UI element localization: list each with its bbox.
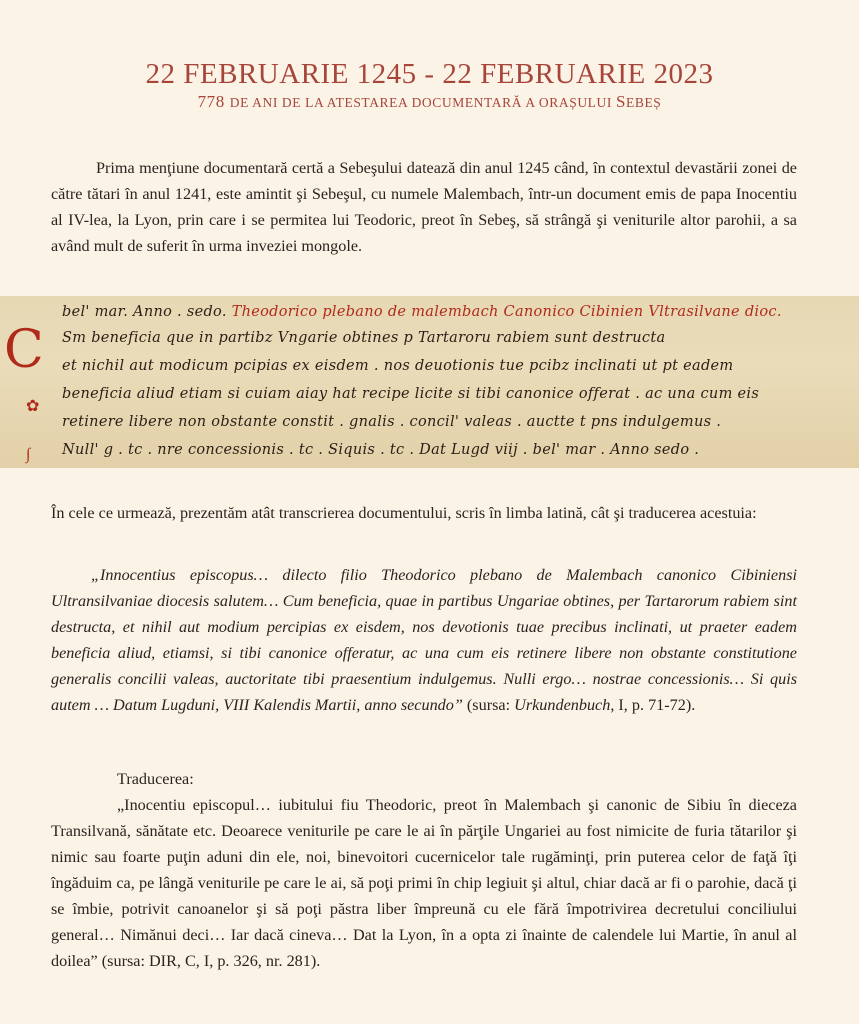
translation-text: „Inocentiu episcopul… iubitului fiu Theodoric, preot în Malembach şi canonic de Sibiu în dieceza Transilvană, sănătate etc. Deoarece veniturile pe care le ai în părţile Ungariei au fost nimicite de furia tătarilor şi nimic sau foarte puţin aduni din ele, noi, binevoitori cucernicelor tale rugăminţi, prin puterea celor de faţă îţi îngăduim ca, pe lângă veniturile pe care le ai, să poţi primi în chip legiuit şi altul, chiar dacă ar fi o parohie, dacă ţi se îmbie, potrivit canoanelor şi să poţi păstra liber împreună cu ele fără împotrivirea decretului conciliului general… Nimănui deci… Iar dacă cineva… Dat la Lyon, în a opta zi înainte de calendele lui Martie, în anul al doilea” (sursa: DIR, C, I, p. 326, nr. 281). — [51, 796, 797, 970]
subtitle-caps: DE ANI DE LA ATESTAREA DOCUMENTARĂ A ORAȘULUI — [229, 95, 616, 110]
translation-label: Traducerea: — [117, 770, 194, 788]
manuscript-line: Null' g . tc . nre concessionis . tc . Siquis . tc . Dat Lugd viij . bel' mar . Anno sedo . — [62, 442, 700, 458]
manuscript-line: beneficia aliud etiam si cuiam aiay hat recipe licite si tibi canonice offerat . ac una cum eis — [62, 386, 760, 402]
manuscript-ornament-icon: ∫ — [26, 446, 31, 463]
latin-transcription — [51, 562, 797, 718]
subtitle-prefix: 778 — [197, 92, 230, 111]
transcription-intro: În cele ce urmează, prezentăm atât transcrierea documentului, scris în limba latină, cât şi traducerea acestuia: — [51, 504, 757, 522]
latin-source-suffix: , I, p. 71-72). — [610, 696, 696, 714]
subtitle-rest: EBEȘ — [626, 95, 662, 110]
manuscript-line: retinere libere non obstante constit . gnalis . concil' valeas . auctte t pns indulgemus . — [62, 414, 722, 430]
manuscript-line: et nichil aut modicum pcipias ex eisdem . nos deuotionis tue pcibz inclinati ut pt eadem — [62, 358, 734, 374]
latin-text: „Innocentius episcopus… dilecto filio Theodorico plebano de Malembach canonico Cibiniensi Ultransilvaniae diocesis salutem… Cum beneficia, quae in partibus Ungariae obtines, per Tartarorum rabiem sint destructa, et nihil aut modium percipias ex eisdem, nos devotionis tuae precibus inclinati, ut praeter eadem beneficia aliud, etiamsi, si tibi canonice offeratur, ac una cum eis retinere libere non obstante constitutione generalis concilii valeas, auctoritate tibi praesentium indulgemus. Nulli ergo… nostrae concessionis… Si quis autem … Datum Lugduni, VIII Kalendis Martii, anno secundo” — [51, 566, 797, 714]
latin-source-title: Urkundenbuch — [514, 696, 611, 714]
manuscript-image — [0, 296, 859, 468]
manuscript-ornament-icon: ✿ — [26, 398, 40, 415]
manuscript-line: bel' mar. Anno . sedo. Theodorico plebano de malembach Canonico Cibinien Vltrasilvane dioc. — [62, 304, 782, 320]
manuscript-line: Sm beneficia que in partibz Vngarie obtines p Tartaroru rabiem sunt destructa — [62, 330, 666, 346]
subtitle-initial: S — [615, 92, 626, 111]
manuscript-initial: C — [4, 320, 44, 380]
page-title: 22 FEBRUARIE 1245 - 22 FEBRUARIE 2023 — [145, 58, 714, 90]
latin-source-prefix: (sursa: — [462, 696, 515, 714]
intro-paragraph: Prima menţiune documentară certă a Sebeşului datează din anul 1245 când, în contextul devastării zonei de către tătari în anul 1241, este amintit şi Sebeşul, cu numele Malembach, într-un document emis de papa Inocentiu al IV-lea, la Lyon, prin care i se permitea lui Teodoric, preot în Sebeş, să strângă şi veniturile altor parohii, a sa având mult de suferit în urma inveziei mongole. — [51, 159, 797, 255]
page-subtitle — [0, 92, 859, 113]
